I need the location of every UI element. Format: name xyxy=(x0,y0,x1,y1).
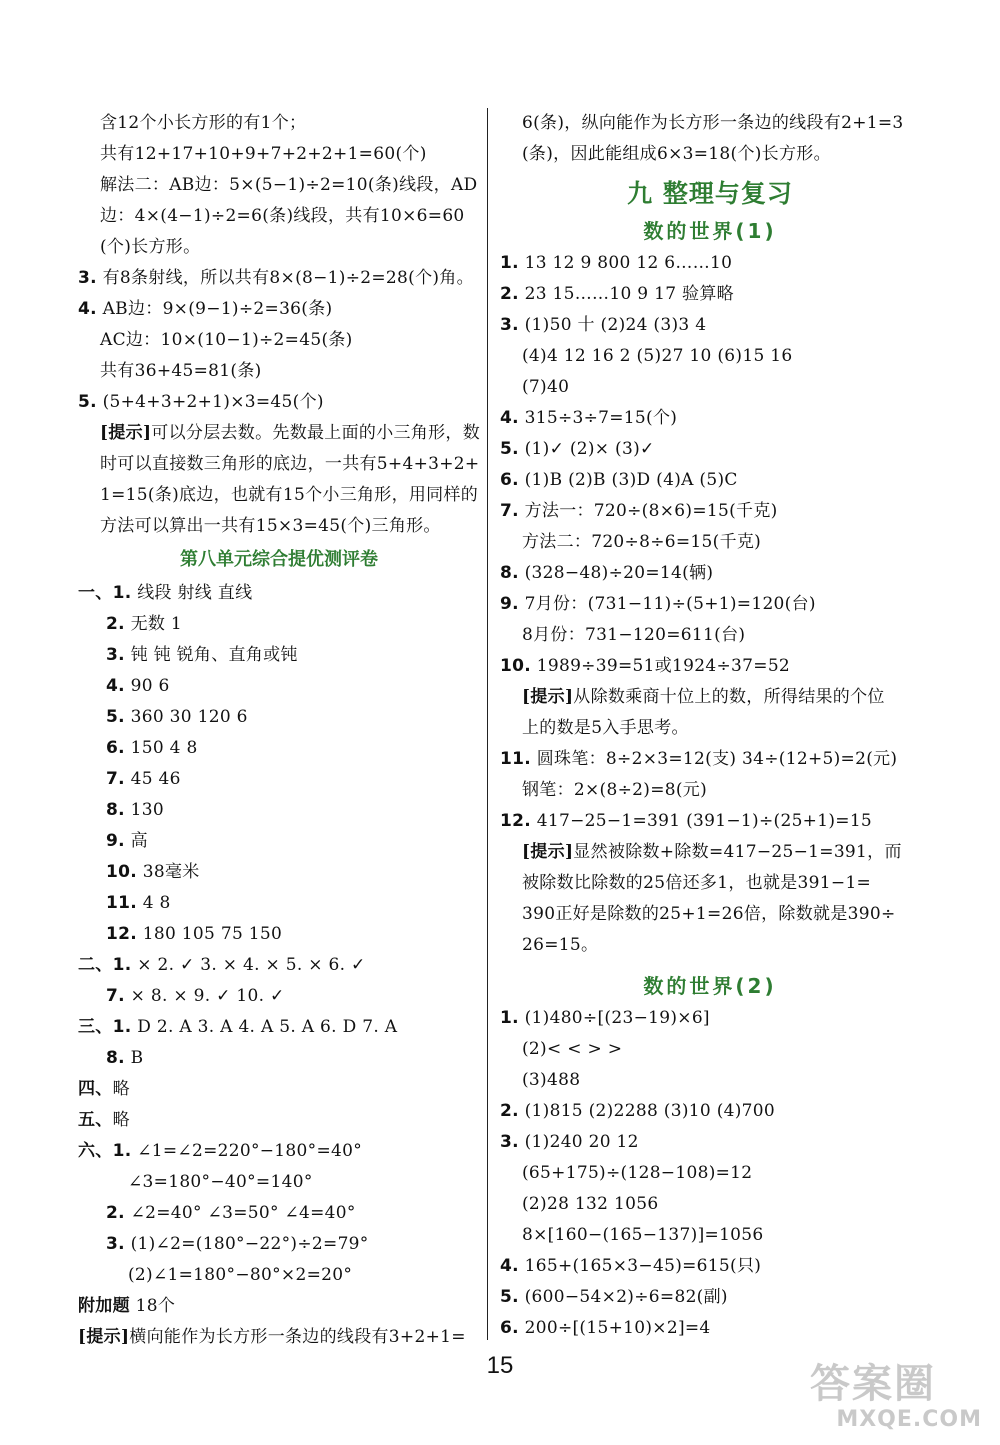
answer-text: 时可以直接数三角形的底边，一共有5+4+3+2+ xyxy=(100,454,480,474)
answer-text: 横向能作为长方形一条边的线段有3+2+1= xyxy=(129,1327,466,1347)
answer-line xyxy=(78,511,480,542)
item-number: 2. xyxy=(500,1101,519,1121)
answer-line xyxy=(500,558,920,589)
answer-line xyxy=(500,1065,920,1096)
item-number: 10. xyxy=(106,862,138,882)
answer-line xyxy=(78,1229,480,1260)
answer-line xyxy=(78,888,480,919)
answer-text: 含12个小长方形的有1个； xyxy=(100,113,307,133)
answer-text: 可以分层去数。先数最上面的小三角形，数 xyxy=(151,423,480,443)
section-subtitle: 数的世界(2) xyxy=(643,974,777,998)
answer-line xyxy=(500,310,920,341)
answer-text: ∠3=180°−40°=140° xyxy=(128,1172,313,1192)
answer-text: × 8. × 9. ✓ 10. ✓ xyxy=(124,986,285,1006)
hint-label: [提示] xyxy=(100,423,152,443)
answer-text: 6(条)，纵向能作为长方形一条边的线段有2+1=3 xyxy=(522,113,904,133)
answer-text: 1989÷39=51或1924÷37=52 xyxy=(531,656,791,676)
answer-line xyxy=(78,702,480,733)
answer-line xyxy=(500,341,920,372)
answer-line xyxy=(78,480,480,511)
item-number: 9. xyxy=(500,594,519,614)
item-number: 二、1. xyxy=(78,955,132,975)
answer-line xyxy=(500,1189,920,1220)
item-number: 6. xyxy=(500,470,519,490)
answer-line xyxy=(78,1291,480,1322)
answer-line xyxy=(78,733,480,764)
answer-text: 360 30 120 6 xyxy=(124,707,248,727)
item-number: 12. xyxy=(106,924,138,944)
section-title: 第八单元综合提优测评卷 xyxy=(180,549,378,570)
item-number: 7. xyxy=(500,501,519,521)
answer-line xyxy=(500,434,920,465)
answer-text: (1)815 (2)2288 (3)10 (4)700 xyxy=(518,1101,776,1121)
answer-line xyxy=(78,449,480,480)
item-number: 一、1. xyxy=(78,583,132,603)
answer-text: 解法二：AB边：5×(5−1)÷2=10(条)线段，AD xyxy=(100,175,478,195)
answer-text: 45 46 xyxy=(124,769,181,789)
answer-line xyxy=(78,857,480,888)
right-column xyxy=(500,108,920,1344)
answer-line xyxy=(78,1074,480,1105)
item-number: 4. xyxy=(78,299,97,319)
answer-text: 线段 射线 直线 xyxy=(131,583,253,603)
answer-text: B xyxy=(124,1048,144,1068)
answer-line xyxy=(500,868,920,899)
answer-line xyxy=(500,1220,920,1251)
item-number: 5. xyxy=(500,1287,519,1307)
answer-text: 方法二：720÷8÷6=15(千克) xyxy=(522,532,762,552)
answer-line xyxy=(500,1313,920,1344)
answer-text: 钝 钝 锐角、直角或钝 xyxy=(124,645,298,665)
answer-line xyxy=(500,1127,920,1158)
item-number: 3. xyxy=(106,1234,125,1254)
watermark-url: MXQE.COM xyxy=(836,1407,982,1432)
answer-line xyxy=(500,527,920,558)
answer-text: AC边：10×(10−1)÷2=45(条) xyxy=(100,330,353,350)
answer-line xyxy=(78,356,480,387)
answer-text: 90 6 xyxy=(124,676,170,696)
answer-line xyxy=(500,248,920,279)
answer-line xyxy=(78,640,480,671)
item-number: 六、1. xyxy=(78,1141,132,1161)
answer-text: 200÷[(15+10)×2]=4 xyxy=(518,1318,711,1338)
answer-line xyxy=(500,651,920,682)
answer-line xyxy=(78,764,480,795)
answer-text: (条)，因此能组成6×3=18(个)长方形。 xyxy=(522,144,831,164)
item-number: 4. xyxy=(500,408,519,428)
answer-text: 7月份：(731−11)÷(5+1)=120(台) xyxy=(518,594,816,614)
item-number: 2. xyxy=(106,614,125,634)
item-number: 2. xyxy=(500,284,519,304)
left-column xyxy=(78,108,480,1353)
answer-line xyxy=(500,496,920,527)
item-number: 12. xyxy=(500,811,532,831)
answer-line xyxy=(500,744,920,775)
item-number: 2. xyxy=(106,1203,125,1223)
answer-line xyxy=(78,671,480,702)
answer-text: 390正好是除数的25+1=26倍，除数就是390÷ xyxy=(522,904,896,924)
answer-text: 显然被除数+除数=417−25−1=391，而 xyxy=(573,842,902,862)
chapter-title: 九 整理与复习 xyxy=(627,179,793,208)
answer-line xyxy=(500,279,920,310)
item-number: 10. xyxy=(500,656,532,676)
answer-line xyxy=(500,620,920,651)
answer-line xyxy=(500,1096,920,1127)
answer-line xyxy=(500,775,920,806)
answer-line xyxy=(78,826,480,857)
answer-text: 方法一：720÷(8×6)=15(千克) xyxy=(518,501,778,521)
answer-line xyxy=(78,201,480,232)
answer-text: × 2. ✓ 3. × 4. × 5. × 6. ✓ xyxy=(131,955,366,975)
answer-line xyxy=(78,1167,480,1198)
answer-text: 圆珠笔：8÷2×3=12(支) 34÷(12+5)=2(元) xyxy=(531,749,898,769)
item-number: 5. xyxy=(106,707,125,727)
answer-line xyxy=(500,372,920,403)
item-number: 8. xyxy=(500,563,519,583)
answer-line xyxy=(78,1198,480,1229)
answer-line xyxy=(500,837,920,868)
answer-text: 150 4 8 xyxy=(124,738,198,758)
answer-line xyxy=(78,108,480,139)
page-number: 15 xyxy=(486,1352,514,1379)
item-number: 6. xyxy=(106,738,125,758)
answer-line xyxy=(500,1282,920,1313)
answer-text: 略 xyxy=(112,1079,130,1099)
column-divider xyxy=(487,108,488,1340)
answer-text: 26=15。 xyxy=(522,935,599,955)
section-subtitle: 数的世界(1) xyxy=(643,219,777,243)
answer-line xyxy=(500,899,920,930)
answer-text: (1)240 20 12 xyxy=(518,1132,639,1152)
item-number: 8. xyxy=(106,1048,125,1068)
answer-line xyxy=(500,806,920,837)
answer-text: (3)488 xyxy=(522,1070,581,1090)
answer-text: 315÷3÷7=15(个) xyxy=(518,408,678,428)
answer-text: 165+(165×3−45)=615(只) xyxy=(518,1256,762,1276)
item-number: 四、 xyxy=(78,1079,113,1099)
hint-label: [提示] xyxy=(78,1327,130,1347)
answer-line xyxy=(78,1136,480,1167)
item-number: 附加题 xyxy=(78,1296,130,1316)
answer-text: (1)480÷[(23−19)×6] xyxy=(518,1008,710,1028)
answer-text: (2)< < > > xyxy=(522,1039,623,1059)
answer-line xyxy=(500,1251,920,1282)
answer-line xyxy=(78,1260,480,1291)
answer-line xyxy=(78,139,480,170)
answer-text: 从除数乘商十位上的数，所得结果的个位 xyxy=(573,687,885,707)
answer-text: (7)40 xyxy=(522,377,570,397)
answer-text: 8×[160−(165−137)]=1056 xyxy=(522,1225,764,1245)
answer-line xyxy=(78,1105,480,1136)
answer-text: 略 xyxy=(112,1110,130,1130)
answer-text: AB边：9×(9−1)÷2=36(条) xyxy=(96,299,333,319)
answer-line xyxy=(78,1012,480,1043)
answer-text: 边：4×(4−1)÷2=6(条)线段，共有10×6=60 xyxy=(100,206,465,226)
answer-text: 130 xyxy=(124,800,164,820)
item-number: 7. xyxy=(106,986,125,1006)
answer-line xyxy=(78,795,480,826)
answer-text: 方法可以算出一共有15×3=45(个)三角形。 xyxy=(100,516,441,536)
answer-line xyxy=(500,713,920,744)
answer-line xyxy=(78,981,480,1012)
item-number: 4. xyxy=(500,1256,519,1276)
item-number: 5. xyxy=(78,392,97,412)
answer-line xyxy=(78,950,480,981)
item-number: 3. xyxy=(500,315,519,335)
answer-line xyxy=(500,1034,920,1065)
item-number: 1. xyxy=(500,253,519,273)
hint-label: [提示] xyxy=(522,687,574,707)
answer-text: (5+4+3+2+1)×3=45(个) xyxy=(96,392,324,412)
answer-text: 18个 xyxy=(129,1296,176,1316)
answer-line xyxy=(500,682,920,713)
answer-text: (1)✓ (2)× (3)✓ xyxy=(518,439,655,459)
item-number: 1. xyxy=(500,1008,519,1028)
item-number: 3. xyxy=(78,268,97,288)
answer-text: ∠1=∠2=220°−180°=40° xyxy=(131,1141,363,1161)
answer-text: (4)4 12 16 2 (5)27 10 (6)15 16 xyxy=(522,346,793,366)
answer-text: 23 15……10 9 17 验算略 xyxy=(518,284,734,304)
answer-line xyxy=(500,1003,920,1034)
answer-text: 180 105 75 150 xyxy=(137,924,283,944)
answer-text: 上的数是5入手思考。 xyxy=(522,718,689,738)
answer-line xyxy=(78,418,480,449)
answer-line xyxy=(78,609,480,640)
answer-text: (2)∠1=180°−80°×2=20° xyxy=(128,1265,353,1285)
answer-text: 钢笔：2×(8÷2)=8(元) xyxy=(522,780,708,800)
answer-line xyxy=(500,930,920,961)
answer-text: 无数 1 xyxy=(124,614,183,634)
watermark-logo: 答案圈 xyxy=(810,1361,936,1407)
answer-text: D 2. A 3. A 4. A 5. A 6. D 7. A xyxy=(131,1017,398,1037)
answer-line xyxy=(500,1158,920,1189)
item-number: 5. xyxy=(500,439,519,459)
item-number: 6. xyxy=(500,1318,519,1338)
answer-text: 有8条射线，所以共有8×(8−1)÷2=28(个)角。 xyxy=(96,268,474,288)
answer-text: 被除数比除数的25倍还多1，也就是391−1= xyxy=(522,873,872,893)
item-number: 8. xyxy=(106,800,125,820)
answer-line xyxy=(500,589,920,620)
answer-text: 高 xyxy=(124,831,148,851)
answer-text: 417−25−1=391 (391−1)÷(25+1)=15 xyxy=(531,811,873,831)
answer-text: (1)B (2)B (3)D (4)A (5)C xyxy=(518,470,738,490)
answer-text: 共有36+45=81(条) xyxy=(100,361,262,381)
answer-text: 38毫米 xyxy=(137,862,200,882)
answer-line xyxy=(78,170,480,201)
answer-line xyxy=(500,403,920,434)
hint-label: [提示] xyxy=(522,842,574,862)
answer-text: (600−54×2)÷6=82(副) xyxy=(518,1287,728,1307)
answer-text: 13 12 9 800 12 6……10 xyxy=(518,253,733,273)
answer-text: (2)28 132 1056 xyxy=(522,1194,659,1214)
answer-text: (65+175)÷(128−108)=12 xyxy=(522,1163,753,1183)
answer-text: 共有12+17+10+9+7+2+2+1=60(个) xyxy=(100,144,427,164)
answer-text: 4 8 xyxy=(137,893,171,913)
watermark xyxy=(810,1362,990,1440)
answer-line xyxy=(500,108,920,139)
answer-line xyxy=(500,465,920,496)
item-number: 3. xyxy=(500,1132,519,1152)
answer-text: 8月份：731−120=611(台) xyxy=(522,625,746,645)
answer-line xyxy=(78,232,480,263)
item-number: 4. xyxy=(106,676,125,696)
item-number: 3. xyxy=(106,645,125,665)
answer-line xyxy=(78,294,480,325)
answer-text: ∠2=40° ∠3=50° ∠4=40° xyxy=(124,1203,356,1223)
answer-text: (1)50 十 (2)24 (3)3 4 xyxy=(518,315,707,335)
answer-line xyxy=(78,578,480,609)
item-number: 7. xyxy=(106,769,125,789)
answer-line xyxy=(78,919,480,950)
item-number: 11. xyxy=(106,893,138,913)
answer-text: 1=15(条)底边，也就有15个小三角形，用同样的 xyxy=(100,485,479,505)
answer-text: (个)长方形。 xyxy=(100,237,201,257)
answer-line xyxy=(78,387,480,418)
answer-line xyxy=(78,1322,480,1353)
answer-text: (1)∠2=(180°−22°)÷2=79° xyxy=(124,1234,369,1254)
answer-line xyxy=(78,1043,480,1074)
answer-line xyxy=(500,139,920,170)
item-number: 五、 xyxy=(78,1110,113,1130)
item-number: 9. xyxy=(106,831,125,851)
item-number: 三、1. xyxy=(78,1017,132,1037)
answer-line xyxy=(78,263,480,294)
answer-line xyxy=(78,325,480,356)
item-number: 11. xyxy=(500,749,532,769)
answer-text: (328−48)÷20=14(辆) xyxy=(518,563,714,583)
